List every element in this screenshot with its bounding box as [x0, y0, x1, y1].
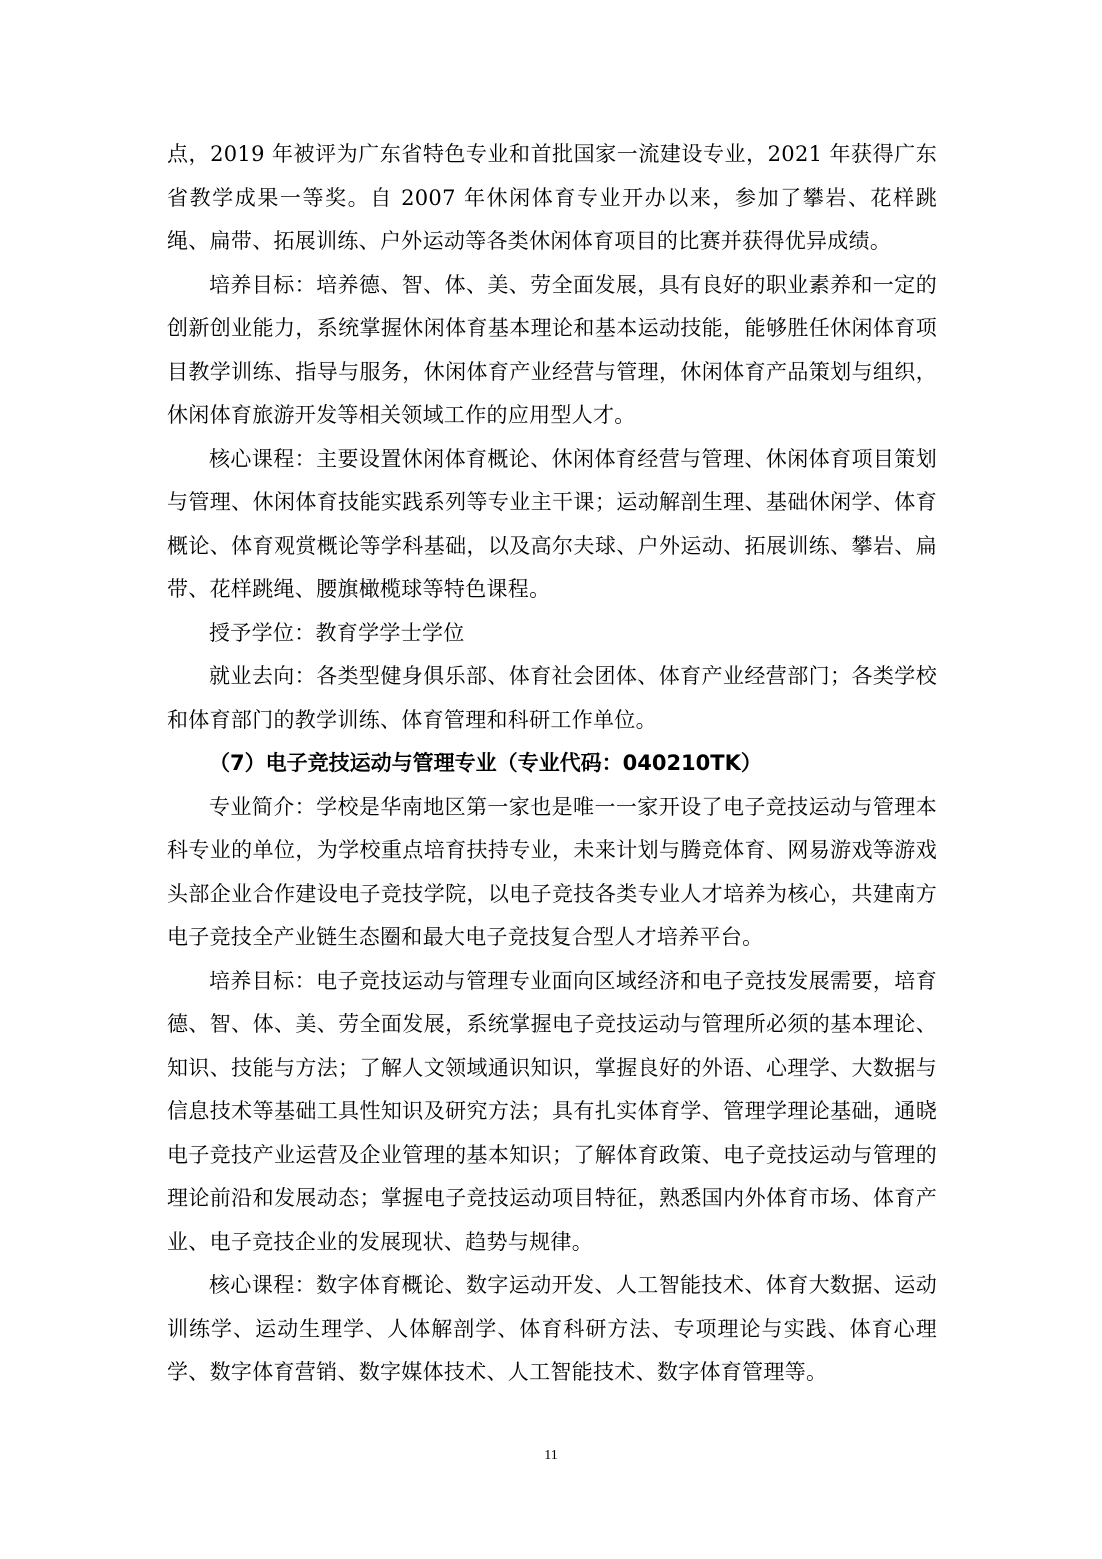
paragraph-esports-goal: 培养目标：电子竞技运动与管理专业面向区域经济和电子竞技发展需要，培育德、智、体、美、劳全面发展，系统掌握电子竞技运动与管理所必须的基本理论、知识、技能与方法；了解人文领域通识知识，掌握良好的外语、心理学、大数据与信息技术等基础工具性知识及研究方法；具有扎实体育学、管理学理论基础，通晓电子竞技产业运营及企业管理的基本知识；了解体育政策、电子竞技运动与管理的理论前沿和发展动态；掌握电子竞技运动项目特征，熟悉国内外体育市场、体育产业、电子竞技企业的发展现状、趋势与规律。 — [167, 968, 937, 1254]
document-page — [167, 133, 937, 1395]
paragraph-leisure-courses: 核心课程：主要设置休闲体育概论、休闲体育经营与管理、休闲体育项目策划与管理、休闲体育技能实践系列等专业主干课；运动解剖生理、基础休闲学、体育概论、体育观赏概论等学科基础，以及高尔夫球、户外运动、拓展训练、攀岩、扁带、花样跳绳、腰旗橄榄球等特色课程。 — [167, 446, 937, 601]
paragraph-esports-intro: 专业简介：学校是华南地区第一家也是唯一一家开设了电子竞技运动与管理本科专业的单位，为学校重点培育扶持专业，未来计划与腾竞体育、网易游戏等游戏头部企业合作建设电子竞技学院，以电子竞技各类专业人才培养为核心，共建南方电子竞技全产业链生态圈和最大电子竞技复合型人才培养平台。 — [167, 794, 937, 949]
page-number: 11 — [544, 1448, 558, 1463]
paragraph-esports-courses: 核心课程：数字体育概论、数字运动开发、人工智能技术、体育大数据、运动训练学、运动生理学、人体解剖学、体育科研方法、专项理论与实践、体育心理学、数字体育营销、数字媒体技术、人工智能技术、数字体育管理等。 — [167, 1273, 937, 1384]
paragraph-leisure-intro-tail: 点，2019 年被评为广东省特色专业和首批国家一流建设专业，2021 年获得广东省教学成果一等奖。自 2007 年休闲体育专业开办以来，参加了攀岩、花样跳绳、扁带、拓展训练、户外运动等各类休闲体育项目的比赛并获得优异成绩。 — [167, 142, 937, 253]
section-heading-esports: （7）电子竞技运动与管理专业（专业代码：040210TK） — [209, 751, 762, 775]
paragraph-leisure-career: 就业去向：各类型健身俱乐部、体育社会团体、体育产业经营部门；各类学校和体育部门的教学训练、体育管理和科研工作单位。 — [167, 664, 937, 732]
paragraph-leisure-goal: 培养目标：培养德、智、体、美、劳全面发展，具有良好的职业素养和一定的创新创业能力，系统掌握休闲体育基本理论和基本运动技能，能够胜任休闲体育项目教学训练、指导与服务，休闲体育产业经营与管理，休闲体育产品策划与组织，休闲体育旅游开发等相关领域工作的应用型人才。 — [167, 272, 937, 427]
paragraph-leisure-degree: 授予学位：教育学学士学位 — [209, 620, 465, 645]
